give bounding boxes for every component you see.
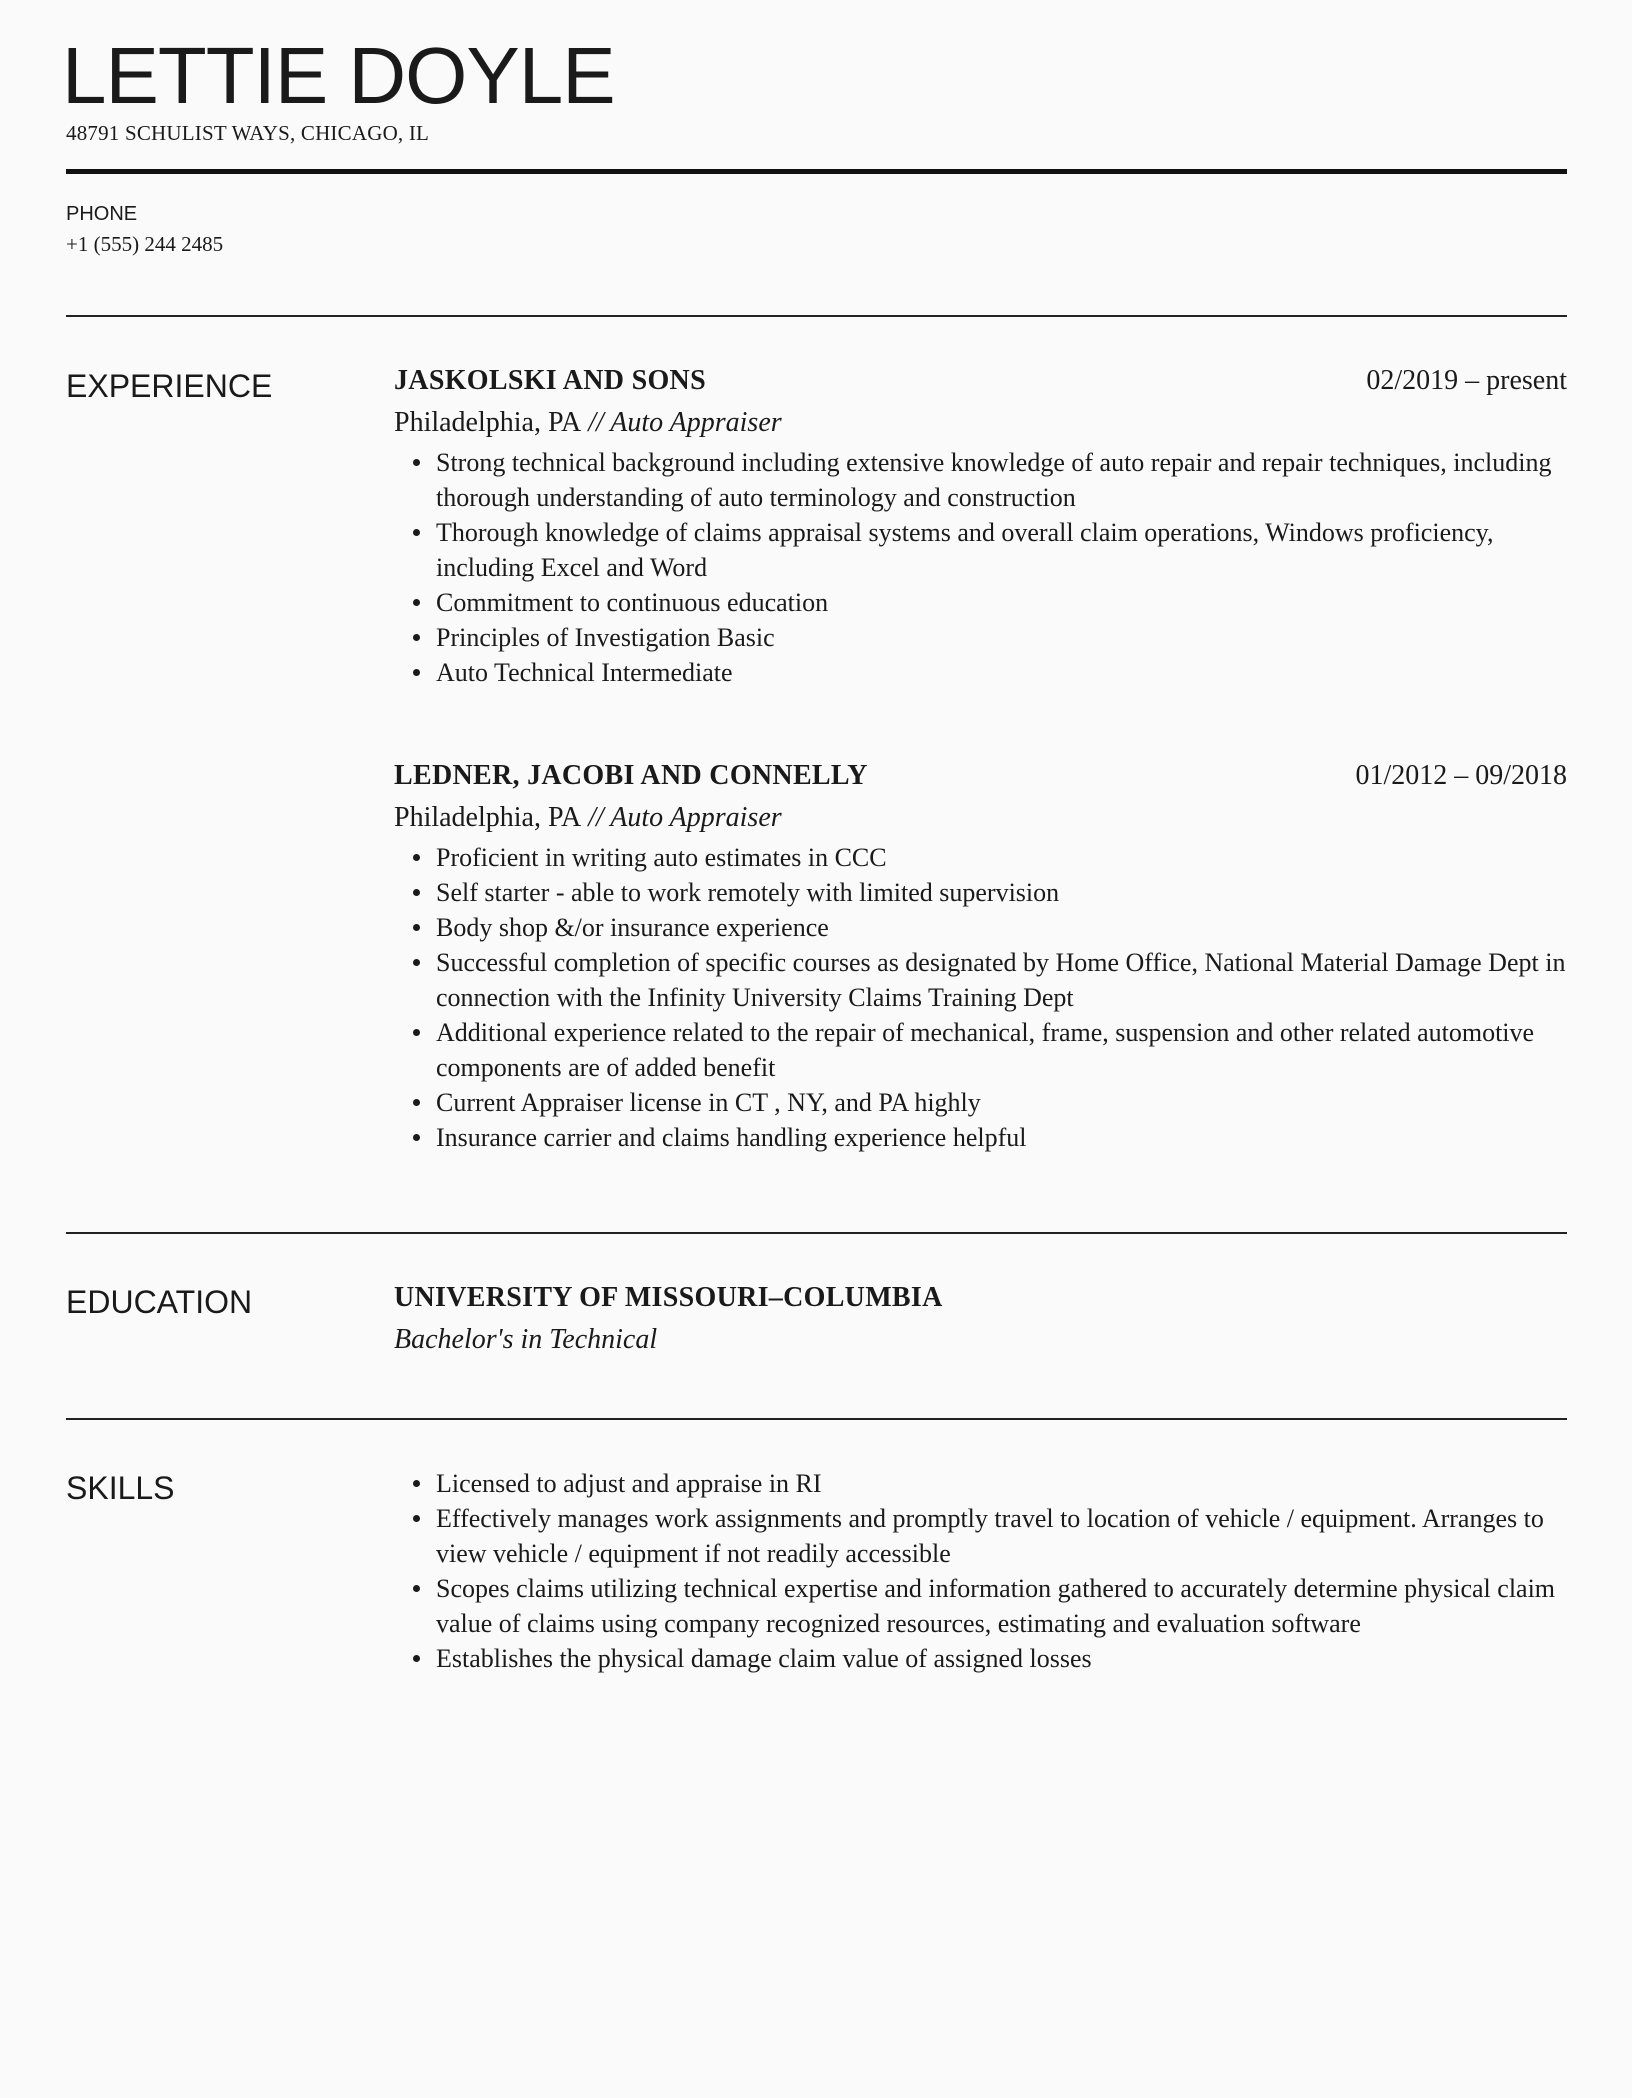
company-name: LEDNER, JACOBI AND CONNELLY [394,760,868,791]
list-item: Auto Technical Intermediate [436,655,1567,690]
list-item: Additional experience related to the repair of mechanical, frame, suspension and other related automotive components are of added benefit [436,1015,1567,1085]
job-entry [394,760,1567,1155]
role-separator: // [581,407,611,438]
job-dates: 01/2012 – 09/2018 [1355,760,1567,791]
job-location: Philadelphia, PA [394,407,582,438]
job-role: Auto Appraiser [610,407,782,438]
job-bullets [394,445,1567,690]
section-divider [66,1232,1567,1234]
education-entry [394,1282,1567,1360]
list-item: Current Appraiser license in CT , NY, and PA highly [436,1085,1567,1120]
list-item: Commitment to continuous education [436,585,1567,620]
phone-number: +1 (555) 244 2485 [66,232,224,256]
job-entry [394,365,1567,690]
candidate-address: 48791 SCHULIST WAYS, CHICAGO, IL [66,121,430,145]
job-subline [394,798,1567,838]
list-item: Establishes the physical damage claim value of assigned losses [436,1641,1567,1676]
skills-heading: SKILLS [66,1470,175,1506]
education-heading: EDUCATION [66,1284,253,1320]
school-name: UNIVERSITY OF MISSOURI–COLUMBIA [394,1282,943,1313]
list-item: Thorough knowledge of claims appraisal systems and overall claim operations, Windows proficiency, including Excel and Word [436,515,1567,585]
list-item: Self starter - able to work remotely with limited supervision [436,875,1567,910]
list-item: Scopes claims utilizing technical expertise and information gathered to accurately determine physical claim value of claims using company recognized resources, estimating and evaluation software [436,1571,1567,1641]
list-item: Effectively manages work assignments and promptly travel to location of vehicle / equipment. Arranges to view vehicle / equipment if not readily accessible [436,1501,1567,1571]
skills-entry [394,1466,1567,1676]
skills-list [394,1466,1567,1676]
list-item: Strong technical background including extensive knowledge of auto repair and repair techniques, including thorough understanding of auto terminology and construction [436,445,1567,515]
header-divider [66,169,1567,174]
list-item: Successful completion of specific courses as designated by Home Office, National Material Damage Dept in connection with the Infinity University Claims Training Dept [436,945,1567,1015]
job-dates: 02/2019 – present [1366,365,1567,396]
degree: Bachelor's in Technical [394,1324,658,1355]
job-header [394,760,1567,798]
job-location: Philadelphia, PA [394,802,582,833]
list-item: Body shop &/or insurance experience [436,910,1567,945]
phone-label: PHONE [66,203,138,225]
experience-heading: EXPERIENCE [66,368,273,404]
job-role: Auto Appraiser [610,802,782,833]
list-item: Proficient in writing auto estimates in CCC [436,840,1567,875]
section-divider [66,315,1567,317]
list-item: Principles of Investigation Basic [436,620,1567,655]
job-bullets [394,840,1567,1155]
company-name: JASKOLSKI AND SONS [394,365,706,396]
education-header [394,1282,1567,1320]
candidate-name: LETTIE DOYLE [62,31,615,120]
section-divider [66,1418,1567,1420]
list-item: Licensed to adjust and appraise in RI [436,1466,1567,1501]
role-separator: // [581,802,611,833]
job-header [394,365,1567,403]
job-subline [394,403,1567,443]
list-item: Insurance carrier and claims handling experience helpful [436,1120,1567,1155]
